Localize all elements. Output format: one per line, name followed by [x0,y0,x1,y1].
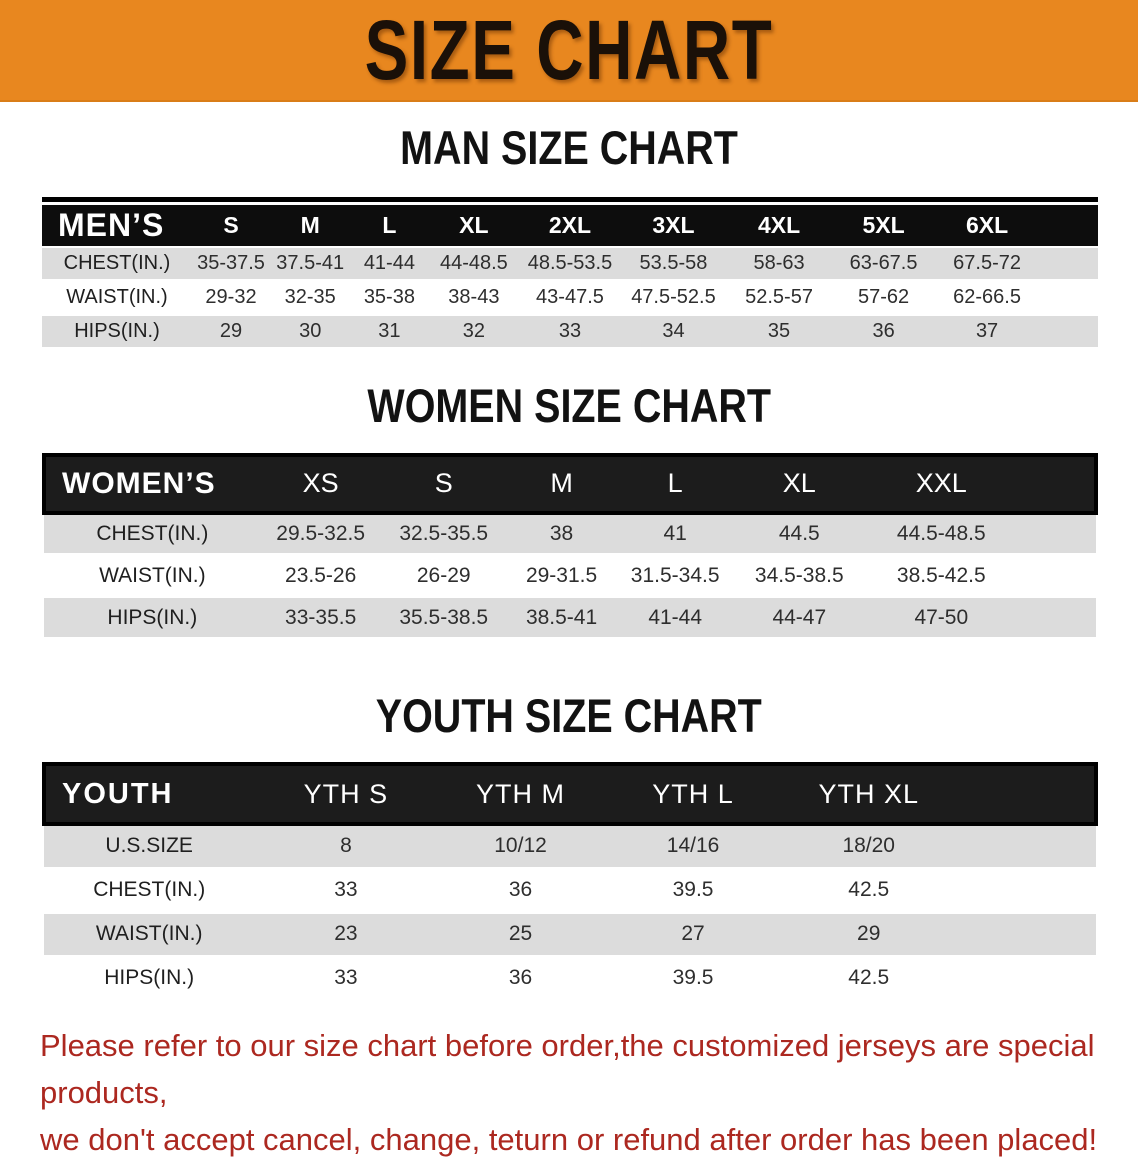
men-section [0,122,1138,350]
size-value: 35-37.5 [192,247,270,281]
size-value: 67.5-72 [935,247,1038,281]
size-value: 42.5 [782,868,955,912]
size-value: 58-63 [726,247,832,281]
size-value: 10/12 [437,824,603,868]
table-title-cell: WOMEN’S [44,455,261,513]
header-row [42,205,1098,247]
size-value: 62-66.5 [935,281,1038,315]
men-section-heading [0,122,1138,174]
youth-section [0,690,1138,1001]
size-value: 26-29 [381,555,507,597]
size-value: 18/20 [782,824,955,868]
row-label: WAIST(IN.) [44,555,261,597]
row-filler [1018,597,1096,639]
men-heading-text: MAN SIZE CHART [400,121,738,174]
size-value: 37.5-41 [270,247,350,281]
table-row [42,315,1098,349]
size-column-header: S [381,455,507,513]
men-size-table [42,205,1098,351]
size-column-header: YTH XL [782,764,955,824]
size-value: 35 [726,315,832,349]
size-value: 44-48.5 [428,247,519,281]
size-value: 36 [437,956,603,1000]
row-filler [955,956,1096,1000]
size-value: 32-35 [270,281,350,315]
size-value: 42.5 [782,956,955,1000]
table-row [44,513,1096,555]
size-value: 33 [254,956,437,1000]
size-column-header: 2XL [519,205,620,247]
size-value: 63-67.5 [832,247,935,281]
men-table-topline [42,197,1098,202]
size-value: 38.5-42.5 [865,555,1019,597]
youth-heading-text: YOUTH SIZE CHART [375,689,763,743]
row-filler [1018,513,1096,555]
size-value: 29.5-32.5 [261,513,381,555]
size-value: 41-44 [350,247,428,281]
size-value: 44.5 [734,513,864,555]
size-value: 34 [621,315,727,349]
size-value: 52.5-57 [726,281,832,315]
size-value: 32.5-35.5 [381,513,507,555]
row-label: CHEST(IN.) [42,247,192,281]
table-row [44,868,1096,912]
size-value: 39.5 [604,868,783,912]
table-row [44,912,1096,956]
women-section [0,380,1138,640]
size-value: 34.5-38.5 [734,555,864,597]
row-label: HIPS(IN.) [44,956,254,1000]
table-row [42,281,1098,315]
table-row [42,247,1098,281]
table-row [44,956,1096,1000]
size-column-header: XL [734,455,864,513]
size-value: 14/16 [604,824,783,868]
size-value: 43-47.5 [519,281,620,315]
header-filler [955,764,1096,824]
row-filler [1039,247,1098,281]
size-column-header: YTH S [254,764,437,824]
size-chart-banner [0,0,1138,102]
size-value: 47-50 [865,597,1019,639]
size-value: 8 [254,824,437,868]
size-value: 33-35.5 [261,597,381,639]
women-section-heading [0,380,1138,432]
row-label: HIPS(IN.) [44,597,261,639]
row-filler [955,824,1096,868]
size-value: 36 [832,315,935,349]
size-value: 47.5-52.5 [621,281,727,315]
row-label: CHEST(IN.) [44,868,254,912]
size-value: 41 [616,513,734,555]
row-label: CHEST(IN.) [44,513,261,555]
row-label: HIPS(IN.) [42,315,192,349]
row-label: U.S.SIZE [44,824,254,868]
size-column-header: 3XL [621,205,727,247]
size-value: 23 [254,912,437,956]
size-column-header: M [507,455,616,513]
size-value: 44-47 [734,597,864,639]
header-filler [1018,455,1096,513]
size-value: 32 [428,315,519,349]
size-column-header: 6XL [935,205,1038,247]
row-filler [1039,315,1098,349]
size-value: 29-32 [192,281,270,315]
size-value: 38-43 [428,281,519,315]
size-value: 48.5-53.5 [519,247,620,281]
size-value: 36 [437,868,603,912]
size-value: 33 [254,868,437,912]
table-row [44,555,1096,597]
size-column-header: 5XL [832,205,935,247]
row-filler [1039,281,1098,315]
size-column-header: L [616,455,734,513]
size-column-header: XXL [865,455,1019,513]
size-value: 25 [437,912,603,956]
size-value: 31.5-34.5 [616,555,734,597]
size-value: 37 [935,315,1038,349]
row-filler [955,912,1096,956]
youth-section-heading [0,690,1138,742]
size-value: 27 [604,912,783,956]
size-column-header: L [350,205,428,247]
women-heading-text: WOMEN SIZE CHART [367,379,771,433]
size-value: 35.5-38.5 [381,597,507,639]
table-row [44,597,1096,639]
size-value: 23.5-26 [261,555,381,597]
table-row [44,824,1096,868]
banner-title: SIZE CHART [364,3,774,97]
disclaimer-line-2: we don't accept cancel, change, teturn or refund after order has been placed! [40,1121,1098,1157]
size-value: 29 [192,315,270,349]
size-value: 38 [507,513,616,555]
size-value: 57-62 [832,281,935,315]
size-value: 53.5-58 [621,247,727,281]
size-column-header: YTH M [437,764,603,824]
row-label: WAIST(IN.) [44,912,254,956]
size-value: 41-44 [616,597,734,639]
row-filler [955,868,1096,912]
size-value: 44.5-48.5 [865,513,1019,555]
size-column-header: YTH L [604,764,783,824]
size-value: 29 [782,912,955,956]
size-value: 39.5 [604,956,783,1000]
size-value: 30 [270,315,350,349]
disclaimer [40,1022,1114,1163]
size-column-header: M [270,205,350,247]
size-value: 38.5-41 [507,597,616,639]
youth-size-table [42,762,1098,1002]
header-filler [1039,205,1098,247]
size-column-header: XS [261,455,381,513]
row-filler [1018,555,1096,597]
disclaimer-line-1: Please refer to our size chart before order,the customized jerseys are special products, [40,1027,1095,1110]
table-title-cell: MEN’S [42,205,192,247]
size-value: 31 [350,315,428,349]
size-column-header: S [192,205,270,247]
header-row [44,764,1096,824]
size-value: 33 [519,315,620,349]
header-row [44,455,1096,513]
row-label: WAIST(IN.) [42,281,192,315]
size-value: 29-31.5 [507,555,616,597]
size-column-header: 4XL [726,205,832,247]
size-value: 35-38 [350,281,428,315]
table-title-cell: YOUTH [44,764,254,824]
size-column-header: XL [428,205,519,247]
women-size-table [42,453,1098,641]
